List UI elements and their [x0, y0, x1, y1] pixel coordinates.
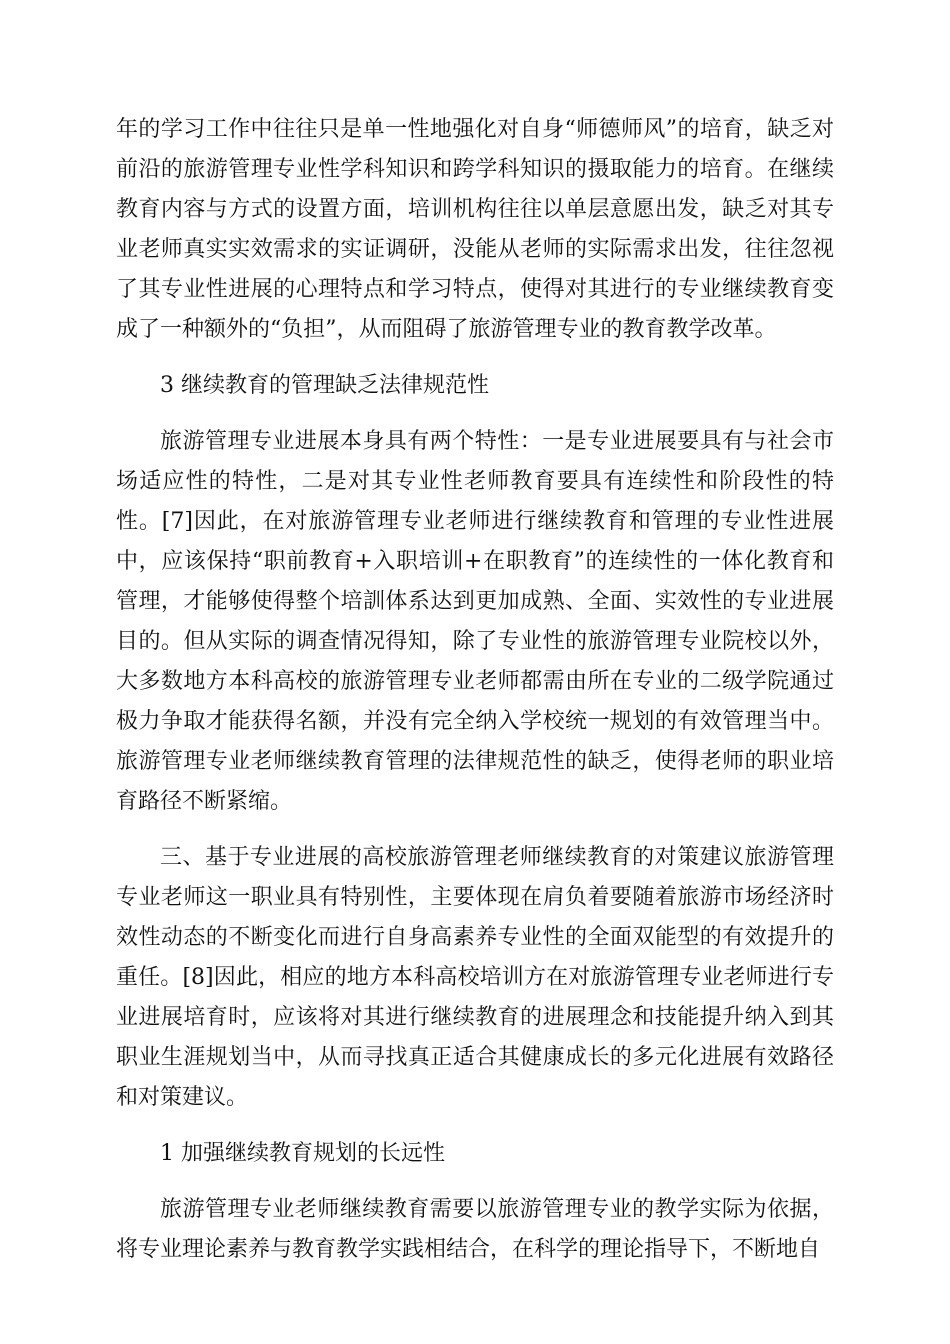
section-heading-1: 1 加强继续教育规划的长远性: [160, 1141, 445, 1166]
section-heading-3: 3 继续教育的管理缺乏法律规范性: [160, 373, 489, 398]
paragraph-development-traits: 旅游管理专业进展本身具有两个特性：一是专业进展要具有与社会市场适应性的特性，二是对其专业性老师教育要具有连续性和阶段性的特性。[7]因此，在对旅游管理专业老师进行继续教育和管理的专业性进展中，应该保持“职前教育+入职培训+在职教育”的连续性的一体化教育和管理，才能够使得整个培訓体系达到更加成熟、全面、实效性的专业进展目的。但从实际的调查情况得知，除了专业性的旅游管理专业院校以外，大多数地方本科高校的旅游管理专业老师都需由所在专业的二级学院通过极力争取才能获得名额，并没有完全纳入学校统一规划的有效管理当中。旅游管理专业老师继续教育管理的法律规范性的缺乏，使得老师的职业培育路径不断紧缩。: [116, 429, 834, 814]
paragraph-section-three: 三、基于专业进展的高校旅游管理老师继续教育的对策建议旅游管理专业老师这一职业具有特别性，主要体现在肩负着要随着旅游市场经济时效性动态的不断变化而进行自身高素养专业性的全面双能型的有效提升的重任。[8]因此，相应的地方本科高校培训方在对旅游管理专业老师进行专业进展培育时，应该将对其进行继续教育的进展理念和技能提升纳入到其职业生涯规划当中，从而寻找真正适合其健康成长的多元化进展有效路径和对策建议。: [116, 845, 834, 1110]
paragraph-continuation: 年的学习工作中往往只是单一性地强化对自身“师德师风”的培育，缺乏对前沿的旅游管理专业性学科知识和跨学科知识的摄取能力的培育。在继续教育内容与方式的设置方面，培训机构往往以单层意愿出发，缺乏对其专业老师真实实效需求的实证调研，没能从老师的实际需求出发，往往忽视了其专业性进展的心理特点和学习特点，使得对其进行的专业继续教育变成了一种额外的“负担”，从而阻碍了旅游管理专业的教育教学改革。: [116, 117, 834, 342]
paragraph-continuing-education: 旅游管理专业老师继续教育需要以旅游管理专业的教学实际为依据，将专业理论素养与教育教学实践相结合，在科学的理论指导下，不断地自: [116, 1197, 834, 1262]
document-body: [116, 110, 834, 1286]
